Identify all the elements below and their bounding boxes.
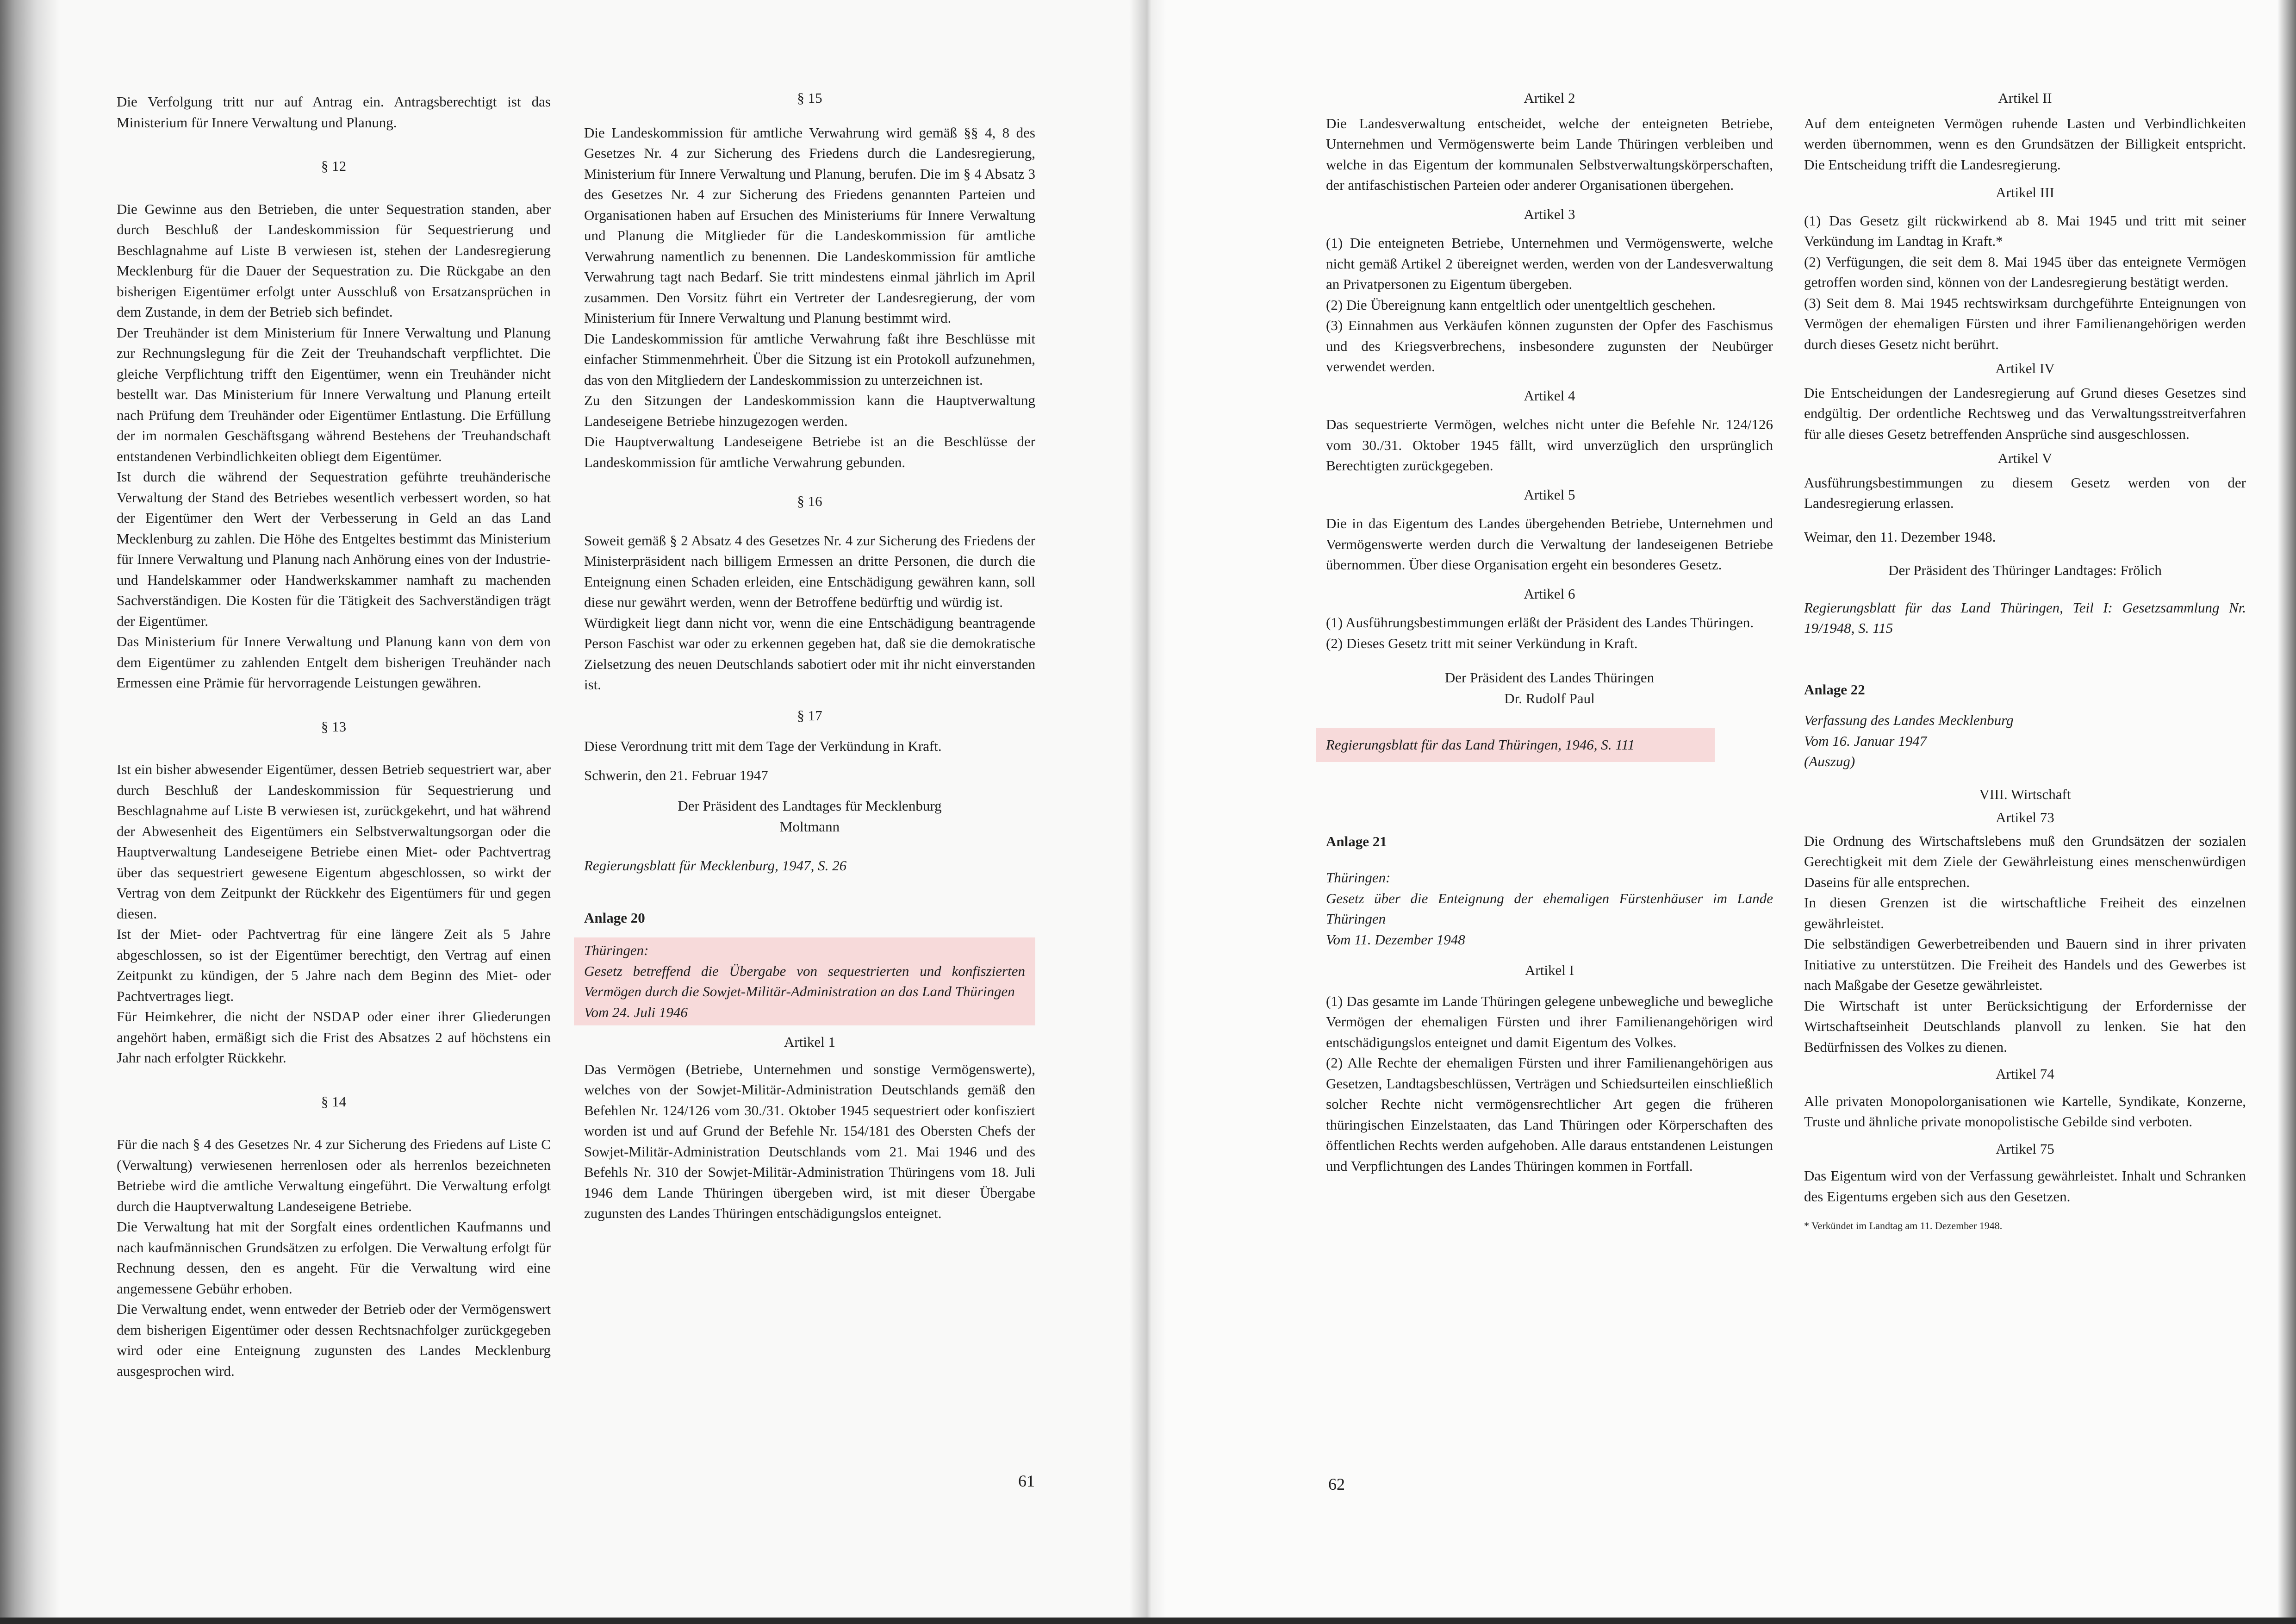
anlage-20-law-title: Gesetz betreffend die Übergabe von sequestrierten und konfiszierten Vermögen durch die Sowjet-Militär-Administration an das Land Thüringen [584,962,1025,999]
artikel-73-paragraph-2: In diesen Grenzen ist die wirtschaftliche Freiheit des einzelnen gewährleistet. [1804,894,2246,931]
signature-title: Der Präsident des Landtages für Mecklenburg [678,798,942,814]
section-12-paragraph-2: Der Treuhänder ist dem Ministerium für Innere Verwaltung und Planung zur Rechnungslegung für die Zeit der Treuhandschaft verpflichtet. Die gleiche Verpflichtung trifft den Eigentümer, wenn ein Treuhänder nicht bestellt war. Das Ministerium für Innere Verwaltung und Planung erteilt nach Prüfung dem Treuhänder oder Eigentümer Entlastung. Die Erfüllung der im normalen Geschäftsgang während Bestehens der Treuhandschaft entstandenen Verbindlichkeiten obliegt dem Eigentümer. [117,324,551,464]
place-date: Weimar, den 11. Dezember 1948. [1804,528,1996,545]
artikel-73-paragraph-3: Die selbständigen Gewerbetreibenden und Bauern sind in ihrer privaten Initiative zu unterstützen. Die Freiheit des Handels und des Gewerbes ist nach Maßgabe der Gesetze gewährleistet. [1804,936,2246,993]
artikel-1-paragraph: Das Vermögen (Betriebe, Unternehmen und sonstige Vermögenswerte), welches von der Sowjet-Militär-Administration Deutschlands gemäß den Befehlen Nr. 124/126 vom 30./31. Oktober 1945 sequestriert oder konfisziert worden ist und auf Grund der Befehle Nr. 154/181 des Obersten Chefs der Sowjet-Militär-Administration Deutschlands vom 21. Mai 1946 und des Befehls Nr. 310 der Sowjet-Militär-Administration Thüringens vom 18. Juli 1946 dem Lande Thüringen übergeben wird, ist mit dieser Übergabe zugunsten des Landes Thüringen entschädigungslos enteignet. [584,1061,1035,1221]
signature-name: Dr. Rudolf Paul [1504,690,1595,706]
artikel-III-heading: Artikel III [1996,184,2054,200]
section-heading: VIII. Wirtschaft [1979,786,2071,802]
section-15-paragraph-1: Die Landeskommission für amtliche Verwahrung wird gemäß §§ 4, 8 des Gesetzes Nr. 4 zur Sicherung des Friedens durch die Landesregierung, Ministerium für Innere Verwaltung und Planung, berufen. Die im § 4 Absatz 3 des Gesetzes Nr. 4 zur Sicherung des Friedens genannten Parteien und Organisationen haben auf Ersuchen des Ministeriums für Innere Verwaltung und Planung die Mitglieder für die Landeskommission für amtliche Verwahrung namentlich zu benennen. Die Landeskommission für amtliche Verwahrung tagt nach Bedarf. Sie tritt mindestens einmal jährlich im April zusammen. Den Vorsitz führt ein Vertreter der Landesregierung, der vom Ministerium für Innere Verwaltung und Planung bestimmt wird. [584,124,1035,326]
left-col-2 [584,88,1035,1224]
artikel-6-heading: Artikel 6 [1524,585,1575,602]
section-12-paragraph-4: Das Ministerium für Innere Verwaltung und Planung kann von dem von dem Eigentümer zu zahlenden Entgelt dem bisherigen Treuhänder nach Ermessen eine Prämie für hervorragende Leistungen gewähren. [117,633,551,691]
section-14-paragraph-3: Die Verwaltung endet, wenn entweder der Betrieb oder der Vermögenswert dem bisherigen Eigentümer oder dessen Rechtsnachfolger zurückgegeben wird oder eine Enteignung zugunsten des Landes Mecklenburg ausgesprochen wird. [117,1301,551,1379]
artikel-5-heading: Artikel 5 [1524,486,1575,503]
artikel-II-heading: Artikel II [1998,90,2052,106]
artikel-III-paragraph-2: (2) Verfügungen, die seit dem 8. Mai 1945 über das enteignete Vermögen getroffen worden sind, können von der Landesregierung bestätigt werden. [1804,253,2246,290]
artikel-3-paragraph-3: (3) Einnahmen aus Verkäufen können zugunsten der Opfer des Faschismus und des Kriegsverbrechens, insbesondere zugunsten der Neubürger verwendet werden. [1326,317,1773,375]
anlage-21-state: Thüringen: [1326,869,1391,886]
artikel-IV-paragraph: Die Entscheidungen der Landesregierung auf Grund dieses Gesetzes sind endgültig. Der ordentliche Rechtsweg und das Verwaltungsstreitverfahren für alle dieses Gesetz betreffenden Ansprüche sind ausgeschlossen. [1804,384,2246,442]
place-date: Schwerin, den 21. Februar 1947 [584,767,768,783]
anlage-22-title: Verfassung des Landes Mecklenburg [1804,712,2014,728]
signature: Der Präsident des Thüringer Landtages: Frölich [1888,562,2162,578]
section-12-paragraph-3: Ist durch die während der Sequestration geführte treuhänderische Verwaltung der Stand des Betriebes wesentlich verbessert worden, so hat der Eigentümer den Wert der Verbesserung in Geld an das Land Mecklenburg zu zahlen. Die Höhe des Entgeltes bestimmt das Ministerium für Innere Verwaltung und Planung nach Anhörung eines von der Industrie- und Handelskammer oder Handwerkskammer namhaft zu machenden Sachverständigen. Die Kosten für die Tätigkeit des Sachverständigen trägt der Eigentümer. [117,468,551,629]
section-15-heading: § 15 [797,90,822,106]
right-col-1 [1326,88,1773,1176]
left-col-1 [117,92,551,1381]
artikel-6-paragraph-1: (1) Ausführungsbestimmungen erläßt der Präsident des Landes Thüringen. [1326,614,1754,631]
artikel-V-heading: Artikel V [1997,450,2053,466]
artikel-3-paragraph-1: (1) Die enteigneten Betriebe, Unternehmen und Vermögenswerte, welche nicht gemäß Artikel 2 übereignet werden, werden von der Landesverwaltung an Privatpersonen zu Eigentum übergeben. [1326,235,1773,292]
artikel-I-heading: Artikel I [1525,962,1574,978]
signature-name: Moltmann [779,818,840,835]
section-14-heading: § 14 [321,1093,347,1110]
source-citation: Regierungsblatt für das Land Thüringen, Teil I: Gesetzsammlung Nr. 19/1948, S. 115 [1804,599,2246,636]
artikel-III-paragraph-3: (3) Seit dem 8. Mai 1945 rechtswirksam durchgeführte Enteignungen von Vermögen der ehemaligen Fürsten und ihrer Familienangehörigen werden durch dieses Gesetz nicht berührt. [1804,294,2246,352]
right-col-2 [1804,88,2246,1233]
section-17-paragraph: Diese Verordnung tritt mit dem Tage der Verkündung in Kraft. [584,738,942,754]
section-13-paragraph-2: Ist der Miet- oder Pachtvertrag für eine längere Zeit als 5 Jahre abgeschlossen, so ist der Eigentümer berechtigt, den Vertrag auf einen Zeitpunkt zu kündigen, der 5 Jahre nach dem Beginn des Miet- oder Pachtvertrages liegt. [117,926,551,1004]
artikel-IV-heading: Artikel IV [1995,360,2055,376]
artikel-3-paragraph-2: (2) Die Übereignung kann entgeltlich oder unentgeltlich geschehen. [1326,296,1716,313]
anlage-21-date: Vom 11. Dezember 1948 [1326,931,1465,948]
section-15-paragraph-4: Die Hauptverwaltung Landeseigene Betriebe ist an die Beschlüsse der Landeskommission für amtliche Verwahrung gebunden. [584,433,1035,470]
artikel-2-paragraph: Die Landesverwaltung entscheidet, welche der enteigneten Betriebe, Unternehmen und Vermögenswerte beim Lande Thüringen verbleiben und welche in das Eigentum der kommunalen Selbstverwaltungskörperschaften, der antifaschistischen Parteien oder anderer Organisationen übergehen. [1326,115,1773,193]
artikel-75-paragraph: Das Eigentum wird von der Verfassung gewährleistet. Inhalt und Schranken des Eigentums ergeben sich aus den Gesetzen. [1804,1168,2246,1205]
section-17-heading: § 17 [797,707,822,724]
section-16-paragraph-1: Soweit gemäß § 2 Absatz 4 des Gesetzes Nr. 4 zur Sicherung des Friedens der Ministerpräsident nach billigem Ermessen an dritte Personen, die durch die Enteignung einen Schaden erleiden, eine Entschädigung gewähren kann, soll diese nur gewährt werden, wenn der Betroffene bedürftig und würdig ist. [584,532,1035,610]
binding-shadow [0,0,60,1624]
center-fold-shadow [1129,0,1166,1624]
artikel-6-paragraph-2: (2) Dieses Gesetz tritt mit seiner Verkündung in Kraft. [1326,635,1638,651]
artikel-4-paragraph: Das sequestrierte Vermögen, welches nicht unter die Befehle Nr. 124/126 vom 30./31. Oktober 1945 fällt, wird unverzüglich den ursprünglich Berechtigten zurückgegeben. [1326,416,1773,474]
section-16-heading: § 16 [797,493,822,509]
artikel-2-heading: Artikel 2 [1524,90,1575,106]
artikel-I-paragraph-2: (2) Alle Rechte der ehemaligen Fürsten und ihrer Familienangehörigen aus Gesetzen, Landtagsbeschlüssen, Verträgen und Schiedsurteilen einschließlich solcher Rechte nicht vermögensrechtlicher Art gegen die früheren thüringischen Einzelstaaten, das Land Thüringen oder Körperschaften des öffentlichen Rechts werden aufgehoben. Alle daraus entstandenen Leistungen und Verpflichtungen des Landes Thüringen kommen in Fortfall. [1326,1055,1773,1174]
signature-title: Der Präsident des Landes Thüringen [1444,669,1655,686]
section-16-paragraph-2: Würdigkeit liegt dann nicht vor, wenn die eine Entschädigung beantragende Person Faschist war oder zu erkennen gegeben hat, daß sie die demokratische Zielsetzung des neuen Deutschlands sabotiert oder mit ihr nicht einverstanden ist. [584,614,1035,693]
right-page [1148,0,2296,1624]
section-13-heading: § 13 [321,718,347,735]
artikel-V-paragraph: Ausführungsbestimmungen zu diesem Gesetz werden von der Landesregierung erlassen. [1804,474,2246,511]
anlage-21-law-title: Gesetz über die Enteignung der ehemaligen Fürstenhäuser im Lande Thüringen [1326,890,1773,927]
section-14-paragraph-1: Für die nach § 4 des Gesetzes Nr. 4 zur Sicherung des Friedens auf Liste C (Verwaltung) verwiesenen herrenlosen oder als herrenlos bezeichneten Betriebe wird die amtliche Verwaltung eingeführt. Die Verwaltung erfolgt durch die Hauptverwaltung Landeseigene Betriebe. [117,1136,551,1214]
anlage-20-state: Thüringen: [584,942,649,958]
artikel-74-heading: Artikel 74 [1996,1066,2054,1082]
artikel-1-heading: Artikel 1 [784,1034,836,1050]
source-citation: Regierungsblatt für Mecklenburg, 1947, S. 26 [584,857,847,874]
artikel-II-paragraph: Auf dem enteigneten Vermögen ruhende Lasten und Verbindlichkeiten werden übernommen, wenn es den Grundsätzen der Billigkeit entspricht. Die Entscheidung trifft die Landesregierung. [1804,115,2246,173]
section-13-paragraph-3: Für Heimkehrer, die nicht der NSDAP oder einer ihrer Gliederungen angehört haben, ermäßigt sich die Frist des Absatzes 2 auf höchstens ein Jahr nach erfolgter Rückkehr. [117,1008,551,1066]
artikel-5-paragraph: Die in das Eigentum des Landes übergehenden Betriebe, Unternehmen und Vermögenswerte werden durch die Verwaltung der landeseigenen Betriebe übernommen. Über diese Organisation ergeht ein besonderes Gesetz. [1326,515,1773,573]
section-15-paragraph-2: Die Landeskommission für amtliche Verwahrung faßt ihre Beschlüsse mit einfacher Stimmenmehrheit. Über die Sitzung ist ein Protokoll aufzunehmen, das von den Mitgliedern der Landeskommission zu unterzeichnen ist. [584,330,1035,388]
section-12-heading: § 12 [321,158,347,174]
artikel-III-paragraph-1: (1) Das Gesetz gilt rückwirkend ab 8. Mai 1945 und tritt mit seiner Verkündung im Landtag in Kraft.* [1804,212,2246,249]
artikel-73-paragraph-4: Die Wirtschaft ist unter Berücksichtigung der Erfordernisse der Wirtschaftseinheit Deutschlands planvoll zu lenken. Sie hat den Bedürfnissen des Volkes zu dienen. [1804,997,2246,1055]
anlage-21-heading: Anlage 21 [1326,833,1387,849]
artikel-73-paragraph-1: Die Ordnung des Wirtschaftslebens muß den Grundsätzen der sozialen Gerechtigkeit mit dem Ziele der Gewährleistung eines menschenwürdigen Daseins für alle entsprechen. [1804,832,2246,890]
section-14-paragraph-2: Die Verwaltung hat mit der Sorgfalt eines ordentlichen Kaufmanns und nach kaufmännischen Grundsätzen zu erfolgen. Die Verwaltung erfolgt für Rechnung dessen, den es angeht. Für die Verwaltung wird eine angemessene Gebühr erhoben. [117,1218,551,1297]
footnote: * Verkündet im Landtag am 11. Dezember 1948. [1804,1220,2003,1231]
artikel-73-heading: Artikel 73 [1996,809,2054,825]
artikel-75-heading: Artikel 75 [1996,1140,2054,1157]
artikel-4-heading: Artikel 4 [1524,387,1575,404]
source-citation-highlight [1316,728,1715,762]
bottom-edge [0,1618,2296,1624]
artikel-3-heading: Artikel 3 [1524,206,1575,222]
artikel-74-paragraph: Alle privaten Monopolorganisationen wie Kartelle, Syndikate, Konzerne, Truste und ähnliche private monopolistische Gebilde sind verboten. [1804,1093,2246,1130]
source-citation: Regierungsblatt für das Land Thüringen, 1946, S. 111 [1326,737,1635,753]
anlage-20-heading: Anlage 20 [584,909,645,926]
section-15-paragraph-3: Zu den Sitzungen der Landeskommission kann die Hauptverwaltung Landeseigene Betriebe hinzugezogen werden. [584,392,1035,429]
section-13-paragraph-1: Ist ein bisher abwesender Eigentümer, dessen Betrieb sequestriert war, aber durch Beschluß der Landeskommission für Sequestrierung und Beschlagnahme auf Liste B verwiesen ist, zurückgekehrt, und hat während der Abwesenheit des Eigentümers ein Selbstverwaltungsorgan oder die Hauptverwaltung Landeseigene Betriebe einen Miet- oder Pachtvertrag über das sequestriert gewesene Eigentum abgeschlossen, so wirkt der Vertrag von dem Zeitpunkt der Rückkehr des Eigentümers für und gegen diesen. [117,761,551,922]
intro-paragraph: Die Verfolgung tritt nur auf Antrag ein. Antragsberechtigt ist das Ministerium für Innere Verwaltung und Planung. [117,94,551,131]
page-number: 61 [1018,1472,1035,1490]
anlage-20-date: Vom 24. Juli 1946 [584,1004,688,1020]
anlage-22-heading: Anlage 22 [1804,681,1865,698]
anlage-22-date: Vom 16. Januar 1947 [1804,732,1927,749]
anlage-20-highlight [574,937,1035,1025]
page-number: 62 [1328,1475,1345,1493]
artikel-I-paragraph-1: (1) Das gesamte im Lande Thüringen gelegene unbewegliche und bewegliche Vermögen der ehemaligen Fürsten und ihrer Familienangehörigen wird entschädigungslos enteignet und damit Eigentum des Volkes. [1326,993,1773,1050]
section-12-paragraph-1: Die Gewinne aus den Betrieben, die unter Sequestration standen, aber durch Beschluß der Landeskommission für Sequestrierung und Beschlagnahme auf Liste B verwiesen ist, stehen der Landesregierung Mecklenburg für die Dauer der Sequestration zu. Die Rückgabe an den bisherigen Eigentümer erfolgt unter Ausschluß von Ersatzansprüchen in dem Zustande, in dem der Betrieb sich befindet. [117,200,551,320]
right-edge-shadow [2277,0,2296,1624]
anlage-22-note: (Auszug) [1804,753,1855,769]
